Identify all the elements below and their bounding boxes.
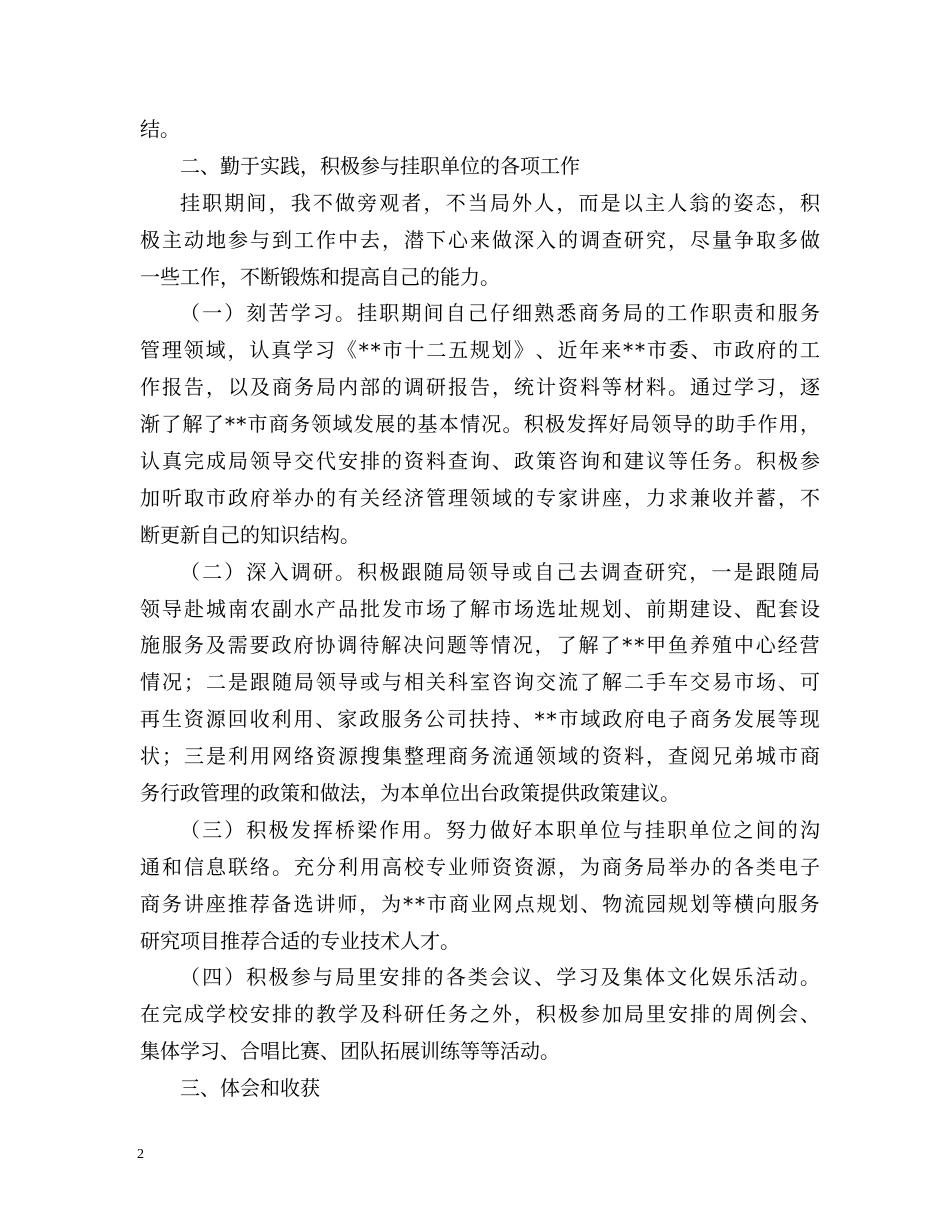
text-line: （ 四 ） 积 极 参 与 局 里 安 排 的 各 类 会 议 、 学 习 及 集 体 文 化 娱 乐 活 动 。 <box>180 965 820 990</box>
text-line: 挂 职 期 间 ， 我 不 做 旁 观 者 ， 不 当 局 外 人 ， 而 是 以 主 人 翁 的 姿 态 ， 积 <box>180 190 820 215</box>
text-line: 状 ； 三 是 利 用 网 络 资 源 搜 集 整 理 商 务 流 通 领 域 的 资 料 ， 查 阅 兄 弟 城 市 商 <box>140 744 820 769</box>
text-line: 极 主 动 地 参 与 到 工 作 中 去 ， 潜 下 心 来 做 深 入 的 调 查 研 究 ， 尽 量 争 取 多 做 <box>140 227 820 252</box>
text-line: 在 完 成 学 校 安 排 的 教 学 及 科 研 任 务 之 外 ， 积 极 参 加 局 里 安 排 的 周 例 会 、 <box>140 1002 820 1027</box>
text-line: （ 二 ） 深 入 调 研 。 积 极 跟 随 局 领 导 或 自 己 去 调 查 研 究 ， 一 是 跟 随 局 <box>180 559 820 584</box>
document-body <box>140 111 820 1107</box>
text-line: 情 况 ； 二 是 跟 随 局 领 导 或 与 相 关 科 室 咨 询 交 流 了 解 二 手 车 交 易 市 场 、 可 <box>140 670 820 695</box>
text-line: 管 理 领 域 ， 认 真 学 习 《 * * 市 十 二 五 规 划 》 、 近 年 来 * * 市 委 、 市 政 府 的 工 <box>140 338 820 363</box>
text-line: 作 报 告 ， 以 及 商 务 局 内 部 的 调 研 报 告 ， 统 计 资 料 等 材 料 。 通 过 学 习 ， 逐 <box>140 375 820 400</box>
text-line: 断更新自己的知识结构。 <box>140 522 360 547</box>
text-line: 施 服 务 及 需 要 政 府 协 调 待 解 决 问 题 等 情 况 ， 了 解 了 * * 甲 鱼 养 殖 中 心 经 营 <box>140 633 820 658</box>
text-line: （ 一 ） 刻 苦 学 习 。 挂 职 期 间 自 己 仔 细 熟 悉 商 务 局 的 工 作 职 责 和 服 务 <box>180 301 820 326</box>
text-line: 务行政管理的政策和做法，为本单位出台政策提供政策建议。 <box>140 781 680 806</box>
text-line: 集体学习、合唱比赛、团队拓展训练等等活动。 <box>140 1039 560 1064</box>
text-line: （ 三 ） 积 极 发 挥 桥 梁 作 用 。 努 力 做 好 本 职 单 位 与 挂 职 单 位 之 间 的 沟 <box>180 817 820 842</box>
text-line: 一些工作，不断锻炼和提高自己的能力。 <box>140 264 500 289</box>
text-line: 商 务 讲 座 推 荐 备 选 讲 师 ， 为 * * 市 商 业 网 点 规 划 、 物 流 园 规 划 等 横 向 服 务 <box>140 891 820 916</box>
text-line: 通 和 信 息 联 络 。 充 分 利 用 高 校 专 业 师 资 资 源 ， 为 商 务 局 举 办 的 各 类 电 子 <box>140 854 820 879</box>
text-line: 加 听 取 市 政 府 举 办 的 有 关 经 济 管 理 领 域 的 专 家 讲 座 ， 力 求 兼 收 并 蓄 ， 不 <box>140 485 820 510</box>
text-line: 研究项目推荐合适的专业技术人才。 <box>140 928 460 953</box>
text-line: 领 导 赴 城 南 农 副 水 产 品 批 发 市 场 了 解 市 场 选 址 规 划 、 前 期 建 设 、 配 套 设 <box>140 596 820 621</box>
text-line: 结。 <box>140 117 180 141</box>
text-line: 认 真 完 成 局 领 导 交 代 安 排 的 资 料 查 询 、 政 策 咨 询 和 建 议 等 任 务 。 积 极 参 <box>140 449 820 474</box>
text-line: 渐 了 解 了 * * 市 商 务 领 域 发 展 的 基 本 情 况 。 积 极 发 挥 好 局 领 导 的 助 手 作 用 ， <box>140 412 820 437</box>
text-line: 三、体会和收获 <box>180 1076 320 1101</box>
text-line: 二、勤于实践，积极参与挂职单位的各项工作 <box>180 153 580 178</box>
page-number: 2 <box>137 1147 144 1162</box>
text-line: 再 生 资 源 回 收 利 用 、 家 政 服 务 公 司 扶 持 、 * * 市 域 政 府 电 子 商 务 发 展 等 现 <box>140 707 820 732</box>
